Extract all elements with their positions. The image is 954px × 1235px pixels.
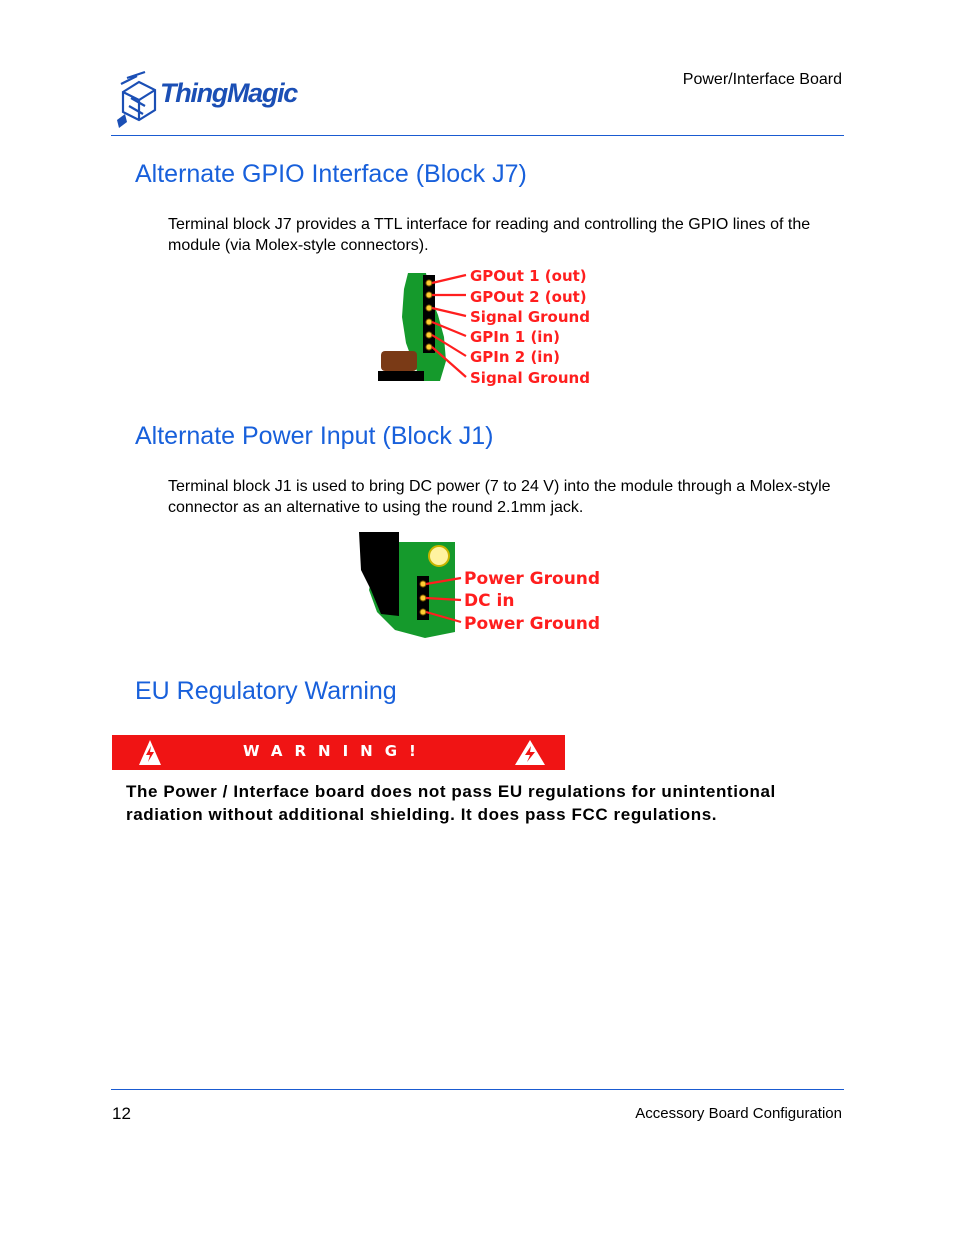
logo-wordmark: ThingMagic: [160, 78, 297, 108]
gpio-block-j7-figure: [378, 265, 603, 390]
heading-eu-warning: EU Regulatory Warning: [135, 677, 397, 705]
gpio-label: GPIn 2 (in): [470, 348, 560, 366]
gpio-label: GPIn 1 (in): [470, 328, 560, 346]
header-rule: [111, 135, 844, 136]
power-label: Power Ground: [464, 569, 601, 589]
warning-label: WARNING!: [243, 742, 428, 760]
gpio-label: Signal Ground: [470, 308, 590, 326]
thingmagic-logo: [115, 70, 315, 132]
power-label: DC in: [464, 591, 515, 611]
high-voltage-warning-icon: [138, 739, 162, 767]
header-section-title: Power/Interface Board: [682, 71, 842, 88]
power-board-illustration: [355, 530, 605, 640]
power-block-j1-figure: [355, 530, 605, 640]
gpio-label: Signal Ground: [470, 369, 590, 387]
heading-gpio-interface: Alternate GPIO Interface (Block J7): [135, 160, 527, 188]
heading-power-input: Alternate Power Input (Block J1): [135, 422, 494, 450]
page-number: 12: [112, 1104, 131, 1123]
gpio-board-illustration: [378, 265, 603, 390]
gpio-label: GPOut 1 (out): [470, 267, 587, 285]
footer-rule: [111, 1089, 844, 1090]
logo-cube-icon: [115, 70, 161, 132]
power-label: Power Ground: [464, 614, 601, 634]
high-voltage-warning-icon: [514, 739, 546, 767]
warning-text: The Power / Interface board does not pass EU regulations for unintentional radiation without additional shielding. It does pass FCC regulations.: [126, 782, 776, 824]
gpio-description: Terminal block J7 provides a TTL interface for reading and controlling the GPIO lines of the module (via Molex-style connectors).: [168, 216, 811, 254]
warning-banner: [112, 735, 565, 770]
gpio-label: GPOut 2 (out): [470, 288, 587, 306]
power-description: Terminal block J1 is used to bring DC power (7 to 24 V) into the module through a Molex-style connector as an alternative to using the round 2.1mm jack.: [168, 478, 831, 516]
footer-chapter: Accessory Board Configuration: [635, 1105, 842, 1122]
